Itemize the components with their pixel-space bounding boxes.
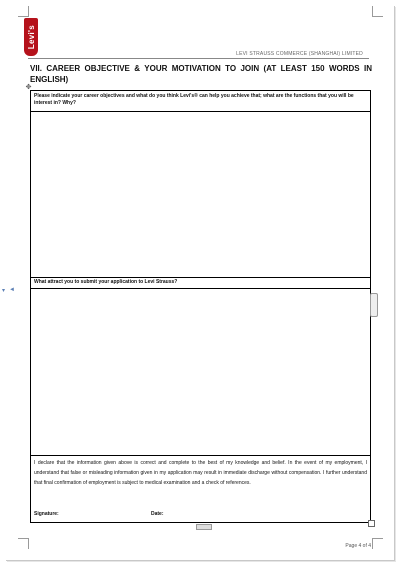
levis-logo (24, 18, 38, 56)
page-number: Page 4 of 4 (345, 543, 371, 549)
crop-mark-top-right (372, 6, 383, 17)
section-title: VII. CAREER OBJECTIVE & YOUR MOTIVATION TO JOIN (AT LEAST 150 WORDS IN ENGLISH) (30, 64, 372, 84)
table-row-handle[interactable] (196, 524, 212, 530)
table-resize-handle-icon[interactable] (368, 520, 375, 527)
logo-text: Levi's (26, 24, 36, 50)
answer-area-career-objectives[interactable] (31, 111, 370, 278)
crop-mark-bottom-right (372, 538, 383, 549)
signature-label: Signature: (34, 511, 59, 517)
date-label: Date: (151, 511, 164, 517)
left-margin-marker-icon: ◄ (9, 287, 15, 293)
question-career-objectives: Please indicate your career objectives and what do you think Levi's® can help you achieve that; what are the functions that you will be interest in? Why? (34, 93, 354, 106)
row-divider (31, 455, 370, 456)
table-move-handle-icon[interactable]: ✥ (25, 84, 32, 91)
crop-mark-top-left (18, 6, 29, 17)
declaration-text: I declare that the information given above is correct and complete to the best of my knowledge and belief. In the event of my employment, I understand that false or misleading information given in my application may result in immediate discharge without compensation. I further understand that final confirmation of employment is subject to medical examination and a check of references. (34, 460, 367, 486)
career-objective-form (30, 90, 371, 523)
header-rule (28, 58, 369, 59)
answer-area-why-levis[interactable] (31, 288, 370, 456)
margin-arrow-icon: ▾ (2, 288, 6, 294)
row-divider (31, 277, 370, 278)
crop-mark-bottom-left (18, 538, 29, 549)
company-name: LEVI STRAUSS COMMERCE (SHANGHAI) LIMITED (236, 51, 363, 57)
page-scroll-tab[interactable] (370, 293, 378, 317)
question-why-levis: What attract you to submit your application to Levi Strauss? (34, 279, 178, 285)
